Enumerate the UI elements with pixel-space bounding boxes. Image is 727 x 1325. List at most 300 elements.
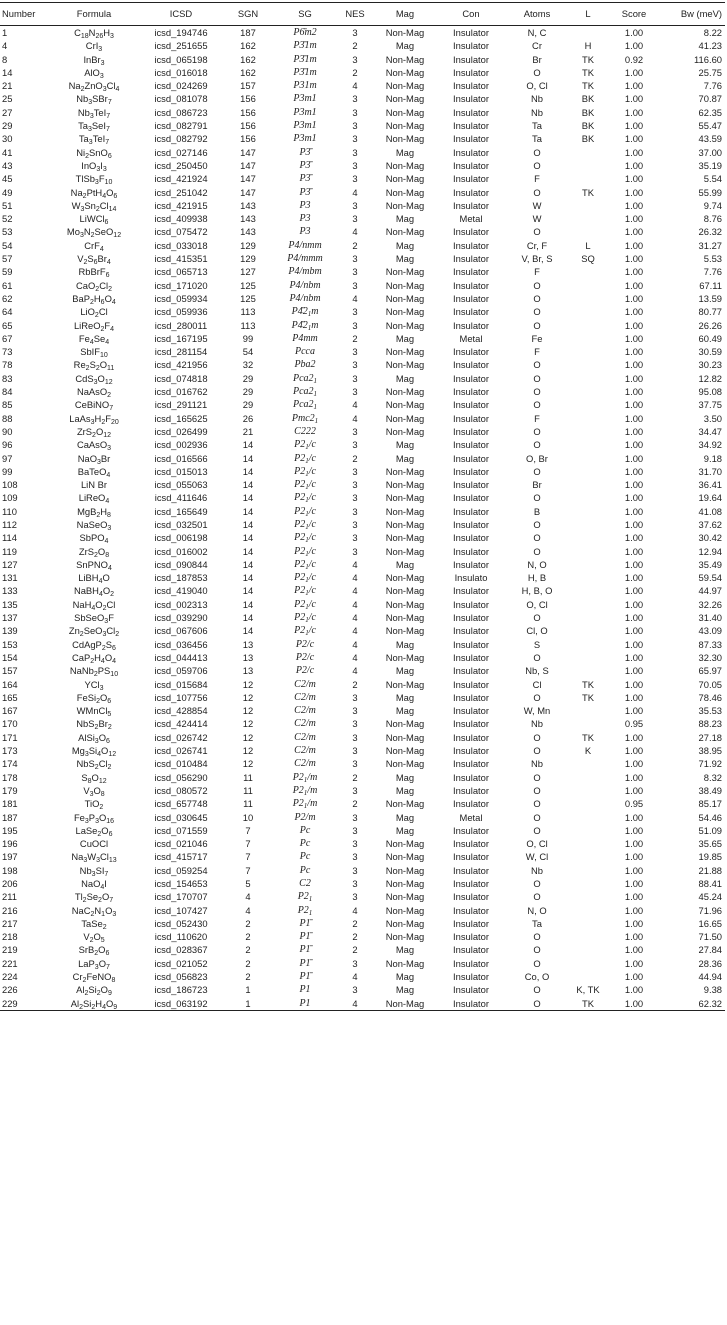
- cell-icsd: icsd_107427: [154, 904, 208, 916]
- cell-space-group: $Pca2_1$: [292, 372, 318, 385]
- cell-atoms: Co, O: [524, 971, 550, 983]
- cell-sgn: 1: [245, 984, 251, 996]
- cell-nes: 4: [352, 612, 358, 624]
- cell-con: Insulator: [453, 386, 489, 398]
- cell-number: 167: [2, 705, 18, 717]
- cell-nes: 3: [352, 386, 358, 398]
- cell-con: Insulator: [453, 665, 489, 677]
- cell-con: Insulator: [453, 452, 489, 464]
- table-row: [0, 957, 725, 970]
- cell-number: 154: [2, 651, 18, 663]
- cell-l: [570, 146, 606, 159]
- cell-bw: 71.92: [698, 758, 722, 770]
- cell-atoms: O: [533, 226, 541, 238]
- cell-con: Insulator: [453, 106, 489, 118]
- cell-formula: LiReO$_4$: [78, 492, 110, 505]
- cell-score: 1.00: [624, 572, 644, 584]
- col-header-formula: Formula: [50, 3, 138, 26]
- cell-atoms: Cl, O: [526, 625, 548, 637]
- cell-atoms: O, Cl: [526, 80, 548, 92]
- cell-con: Insulator: [453, 266, 489, 278]
- cell-nes: 3: [352, 93, 358, 105]
- cell-atoms: O: [533, 957, 541, 969]
- col-header-bw: Bw (meV): [662, 3, 725, 26]
- cell-formula: $S_8O_{12}$: [81, 771, 107, 784]
- cell-space-group: P1̄: [299, 957, 311, 969]
- cell-bw: 62.35: [698, 106, 722, 118]
- cell-atoms: Cl: [532, 678, 542, 690]
- table-row: [0, 943, 725, 956]
- table-row: [0, 332, 725, 345]
- cell-con: Insulator: [453, 718, 489, 730]
- cell-atoms: O: [533, 306, 541, 318]
- cell-sgn: 12: [242, 758, 254, 770]
- cell-l: [570, 784, 606, 797]
- table-row: [0, 159, 725, 172]
- col-header-con: Con: [438, 3, 504, 26]
- cell-l: BK: [581, 106, 595, 118]
- cell-icsd: icsd_030645: [154, 811, 208, 823]
- cell-l: H: [584, 40, 592, 52]
- cell-con: Metal: [459, 332, 483, 344]
- cell-l: [570, 930, 606, 943]
- cell-space-group: P1̄: [299, 971, 311, 983]
- cell-l: [570, 225, 606, 238]
- cell-atoms: O: [533, 66, 541, 78]
- cell-score: 0.92: [624, 53, 644, 65]
- cell-space-group: P1̄: [299, 931, 311, 943]
- cell-formula: LiO$_2$Cl: [80, 306, 108, 319]
- cell-nes: 3: [352, 505, 358, 517]
- cell-atoms: H, B, O: [521, 585, 553, 597]
- cell-number: 127: [2, 558, 18, 570]
- cell-bw: 3.50: [703, 412, 722, 424]
- table-row: [0, 558, 725, 571]
- cell-con: Insulator: [453, 678, 489, 690]
- cell-sgn: 26: [242, 412, 254, 424]
- cell-icsd: icsd_015013: [154, 465, 208, 477]
- cell-icsd: icsd_424414: [154, 718, 208, 730]
- cell-sgn: 162: [240, 40, 256, 52]
- cell-nes: 3: [352, 492, 358, 504]
- cell-space-group: P3̄: [299, 173, 311, 185]
- cell-nes: 4: [352, 80, 358, 92]
- cell-atoms: B: [533, 505, 541, 517]
- cell-mag: Mag: [395, 705, 415, 717]
- cell-bw: 60.49: [698, 332, 722, 344]
- cell-mag: Mag: [395, 213, 415, 225]
- cell-sgn: 13: [242, 665, 254, 677]
- cell-con: Insulator: [453, 851, 489, 863]
- cell-mag: Non-Mag: [385, 465, 425, 477]
- cell-l: [570, 385, 606, 398]
- cell-space-group: $P2_1/c$: [294, 598, 316, 611]
- table-row: [0, 717, 725, 730]
- cell-formula: $SrB_2O_6$: [78, 944, 110, 957]
- cell-mag: Mag: [395, 944, 415, 956]
- cell-icsd: icsd_194746: [154, 27, 208, 38]
- cell-number: 52: [2, 213, 13, 225]
- cell-sgn: 156: [240, 93, 256, 105]
- col-header-mag: Mag: [372, 3, 438, 26]
- cell-sgn: 14: [242, 465, 254, 477]
- cell-score: 1.00: [624, 106, 644, 118]
- cell-mag: Non-Mag: [385, 133, 425, 145]
- cell-mag: Non-Mag: [385, 266, 425, 278]
- cell-formula: $NaC_2N_1O_3$: [71, 904, 117, 917]
- cell-bw: 31.40: [698, 612, 722, 624]
- cell-icsd: icsd_036456: [154, 638, 208, 650]
- cell-space-group: C2/m: [294, 678, 316, 690]
- cell-l: [570, 797, 606, 810]
- cell-formula: AlO$_3$: [84, 66, 104, 80]
- cell-con: Insulator: [453, 120, 489, 132]
- cell-mag: Non-Mag: [385, 279, 425, 291]
- cell-formula: $Na_2PtH_4O_6$: [70, 186, 118, 199]
- cell-bw: 88.23: [698, 718, 722, 730]
- cell-l: [570, 757, 606, 770]
- cell-number: 49: [2, 186, 13, 198]
- cell-mag: Non-Mag: [385, 479, 425, 491]
- cell-bw: 70.87: [698, 93, 722, 105]
- cell-icsd: icsd_065713: [154, 266, 208, 278]
- cell-nes: 3: [352, 718, 358, 730]
- cell-space-group: P3: [299, 226, 311, 238]
- cell-sgn: 14: [242, 452, 254, 464]
- cell-con: Insulator: [453, 53, 489, 65]
- cell-icsd: icsd_165649: [154, 505, 208, 517]
- cell-score: 1.00: [624, 253, 644, 265]
- cell-atoms: O: [533, 731, 541, 743]
- cell-icsd: icsd_063192: [138, 997, 224, 1011]
- table-row: [0, 545, 725, 558]
- cell-mag: Non-Mag: [385, 864, 425, 876]
- table-row: [0, 372, 725, 385]
- cell-number: 181: [2, 798, 18, 810]
- cell-atoms: Cr: [532, 40, 542, 52]
- cell-score: 1.00: [624, 944, 644, 956]
- cell-nes: 4: [352, 638, 358, 650]
- cell-atoms: Ta: [532, 120, 542, 132]
- cell-icsd: icsd_250450: [154, 159, 208, 171]
- cell-score: 1.00: [624, 319, 644, 331]
- cell-space-group: $P2_1/m$: [292, 771, 318, 784]
- cell-icsd: icsd_421915: [154, 199, 208, 211]
- cell-con: Insulator: [453, 425, 489, 437]
- cell-number: 187: [2, 811, 18, 823]
- cell-l: [570, 438, 606, 451]
- cell-number: 45: [2, 173, 13, 185]
- table-row: [0, 146, 725, 159]
- cell-nes: 2: [352, 678, 358, 690]
- cell-score: 1.00: [624, 306, 644, 318]
- cell-bw: 62.32: [662, 997, 725, 1011]
- cell-mag: Mag: [395, 984, 415, 996]
- cell-space-group: $P2_1/c$: [294, 465, 316, 478]
- cell-nes: 3: [352, 146, 358, 158]
- cell-number: 119: [2, 545, 17, 557]
- cell-number: 229: [0, 997, 50, 1011]
- cell-score: 1.00: [624, 80, 644, 92]
- cell-nes: 3: [352, 106, 358, 118]
- cell-l: [570, 917, 606, 930]
- table-row: [0, 305, 725, 318]
- cell-number: 157: [2, 665, 18, 677]
- cell-space-group: Pc: [299, 864, 311, 876]
- cell-atoms: O, Cl: [526, 598, 548, 610]
- cell-score: 1.00: [624, 452, 644, 464]
- cell-number: 133: [2, 585, 18, 597]
- table-row: [0, 678, 725, 691]
- cell-bw: 30.23: [698, 359, 722, 371]
- cell-formula: $Mg_3Si_4O_{12}$: [71, 745, 117, 758]
- cell-score: 1.00: [624, 638, 644, 650]
- cell-nes: 4: [352, 665, 358, 677]
- cell-formula: $Cr_2FeNO_8$: [72, 971, 116, 984]
- cell-l: TK: [582, 691, 594, 703]
- cell-score: 1.00: [624, 771, 644, 783]
- cell-score: 1.00: [624, 957, 644, 969]
- cell-score: 1.00: [624, 346, 644, 358]
- cell-space-group: C2: [299, 878, 311, 889]
- cell-bw: 31.70: [698, 465, 722, 477]
- cell-sgn: 13: [242, 651, 254, 663]
- cell-space-group: $P2_1/c$: [294, 572, 316, 585]
- table-row: [0, 598, 725, 611]
- cell-mag: Non-Mag: [385, 718, 425, 730]
- cell-sgn: 125: [240, 292, 256, 304]
- cell-icsd: icsd_428854: [154, 705, 208, 717]
- cell-nes: 2: [352, 239, 358, 251]
- cell-con: Insulator: [453, 585, 489, 597]
- cell-mag: Non-Mag: [385, 412, 425, 424]
- cell-icsd: icsd_080572: [154, 784, 208, 796]
- cell-sgn: 156: [240, 106, 256, 118]
- cell-number: 54: [2, 239, 13, 251]
- cell-score: 1.00: [624, 678, 644, 690]
- cell-score: 1.00: [624, 372, 644, 384]
- cell-nes: 2: [352, 798, 358, 810]
- cell-bw: 30.42: [698, 532, 722, 544]
- cell-icsd: icsd_044413: [154, 651, 208, 663]
- cell-formula: CuOCl: [79, 838, 109, 850]
- cell-atoms: Cr, F: [526, 239, 548, 251]
- cell-space-group: C2/m: [294, 731, 316, 743]
- cell-bw: 43.09: [698, 625, 722, 637]
- cell-nes: 3: [352, 159, 358, 171]
- table-row: [0, 66, 725, 79]
- cell-con: Insulator: [453, 40, 489, 52]
- cell-bw: 19.64: [698, 492, 722, 504]
- cell-number: 170: [2, 718, 18, 730]
- cell-nes: 4: [352, 904, 358, 916]
- cell-nes: 3: [352, 319, 358, 331]
- cell-atoms: O: [533, 891, 541, 903]
- cell-icsd: icsd_071559: [154, 824, 208, 836]
- cell-sgn: 14: [242, 585, 254, 597]
- cell-bw: 51.09: [698, 824, 722, 836]
- cell-score: 1.00: [624, 545, 644, 557]
- cell-score: 1.00: [624, 878, 644, 889]
- cell-bw: 8.76: [703, 213, 722, 225]
- cell-space-group: P3̄1m: [293, 53, 317, 65]
- cell-number: 164: [2, 678, 18, 690]
- cell-l: [570, 372, 606, 385]
- cell-mag: Mag: [395, 372, 415, 384]
- cell-atoms: O: [533, 146, 541, 158]
- cell-formula: $CdS_3O_{12}$: [75, 372, 113, 386]
- cell-con: Insulator: [453, 479, 489, 491]
- cell-formula: $NaH_4O_2Cl$: [72, 598, 116, 612]
- cell-mag: Non-Mag: [385, 957, 425, 969]
- cell-score: 1.00: [624, 332, 644, 344]
- cell-mag: Non-Mag: [385, 731, 425, 743]
- cell-mag: Non-Mag: [385, 306, 425, 318]
- cell-formula: $Al_2Si_2H_4O_9$: [50, 997, 138, 1011]
- cell-icsd: icsd_409938: [154, 213, 208, 225]
- cell-space-group: C2/m: [294, 758, 316, 770]
- cell-mag: Non-Mag: [385, 173, 425, 185]
- cell-atoms: Br: [532, 53, 542, 65]
- cell-formula: $NbS_2Br_2$: [76, 718, 112, 731]
- cell-con: Insulator: [453, 957, 489, 969]
- cell-number: 30: [2, 133, 13, 145]
- cell-nes: 3: [352, 532, 358, 544]
- cell-formula: $Nb_3SBr_7$: [76, 93, 112, 106]
- cell-space-group: C2/m: [294, 718, 316, 730]
- cell-l: [570, 837, 606, 850]
- cell-formula: $Mo_3N_2SeO_{12}$: [66, 226, 122, 239]
- cell-bw: 31.27: [698, 239, 722, 251]
- cell-l: [570, 811, 606, 824]
- cell-space-group: $P2_1/c$: [294, 612, 316, 625]
- cell-nes: 3: [352, 306, 358, 318]
- cell-atoms: O: [533, 439, 541, 451]
- cell-bw: 9.38: [703, 984, 722, 996]
- cell-icsd: icsd_002313: [154, 598, 208, 610]
- cell-con: Insulator: [453, 239, 489, 251]
- cell-nes: 3: [352, 133, 358, 145]
- cell-con: Insulator: [453, 27, 489, 38]
- cell-nes: 3: [352, 253, 358, 265]
- cell-con: Insulator: [453, 731, 489, 743]
- cell-sgn: 113: [240, 306, 256, 318]
- cell-number: 62: [2, 292, 13, 304]
- cell-nes: 4: [352, 412, 358, 424]
- cell-bw: 26.32: [698, 226, 722, 238]
- cell-formula: $NaBH_4O_2$: [73, 585, 115, 598]
- cell-space-group: P1: [299, 984, 311, 996]
- cell-mag: Non-Mag: [385, 891, 425, 903]
- cell-con: Insulator: [453, 917, 489, 929]
- cell-formula: $Zn_2SeO_3Cl_2$: [68, 625, 120, 638]
- cell-icsd: icsd_010484: [154, 758, 208, 770]
- cell-atoms: W: [532, 199, 542, 211]
- cell-atoms: O: [533, 745, 541, 757]
- cell-icsd: icsd_411646: [154, 492, 208, 504]
- cell-l: TK: [582, 678, 594, 690]
- cell-score: 1.00: [624, 239, 644, 251]
- cell-atoms: O: [533, 771, 541, 783]
- cell-mag: Mag: [395, 332, 415, 344]
- table-row: [0, 491, 725, 504]
- cell-icsd: icsd_039290: [154, 612, 208, 624]
- cell-mag: Mag: [395, 824, 415, 836]
- cell-nes: 3: [352, 439, 358, 451]
- cell-score: 1.00: [624, 625, 644, 637]
- cell-space-group: P3̄1m: [293, 40, 317, 52]
- table-row: [0, 225, 725, 238]
- cell-sgn: 14: [242, 492, 254, 504]
- cell-l: [570, 26, 606, 40]
- cell-number: 196: [2, 838, 18, 850]
- cell-formula: $AlSi_3O_6$: [78, 731, 110, 745]
- cell-bw: 65.97: [698, 665, 722, 677]
- cell-con: Insulator: [453, 439, 489, 451]
- cell-atoms: W, Cl: [525, 851, 549, 863]
- cell-l: [570, 957, 606, 970]
- cell-con: Insulator: [453, 279, 489, 291]
- cell-mag: Non-Mag: [385, 505, 425, 517]
- cell-con: Insulator: [453, 838, 489, 850]
- cell-sgn: 12: [242, 705, 254, 717]
- cell-l: [570, 624, 606, 637]
- cell-formula: LiBH$_4$O: [78, 572, 110, 585]
- table-row: [0, 691, 725, 704]
- cell-mag: Non-Mag: [385, 492, 425, 504]
- cell-atoms: O: [533, 532, 541, 544]
- cell-sgn: 156: [240, 120, 256, 132]
- table-row: [0, 531, 725, 544]
- cell-icsd: icsd_082792: [154, 133, 208, 145]
- cell-l: K: [584, 745, 592, 757]
- cell-space-group: $P2_1/c$: [294, 505, 316, 518]
- cell-formula: $LaSe_2O_6$: [75, 824, 113, 838]
- cell-atoms: O: [533, 545, 541, 557]
- cell-sgn: 13: [242, 638, 254, 650]
- cell-space-group: $Pca2_1$: [292, 386, 318, 399]
- cell-sgn: 29: [242, 372, 254, 384]
- cell-atoms: O: [533, 691, 541, 703]
- cell-atoms: O: [533, 878, 541, 889]
- cell-con: Insulator: [453, 798, 489, 810]
- cell-con: Insulator: [453, 944, 489, 956]
- cell-mag: Mag: [395, 439, 415, 451]
- cell-bw: 27.84: [698, 944, 722, 956]
- cell-sgn: 14: [242, 479, 254, 491]
- cell-number: 27: [2, 106, 13, 118]
- cell-formula: BaTeO$_4$: [77, 465, 111, 479]
- cell-nes: 2: [352, 931, 358, 943]
- cell-sgn: 2: [245, 971, 251, 983]
- cell-nes: 3: [352, 27, 358, 38]
- cell-sgn: 2: [245, 917, 251, 929]
- cell-nes: 4: [338, 997, 372, 1011]
- cell-atoms: Br: [532, 479, 542, 491]
- cell-icsd: icsd_024269: [154, 80, 208, 92]
- cell-number: 85: [2, 399, 13, 411]
- cell-bw: 43.59: [698, 133, 722, 145]
- cell-nes: 4: [352, 186, 358, 198]
- cell-l: [570, 332, 606, 345]
- cell-con: Insulator: [453, 518, 489, 530]
- table-row: [0, 651, 725, 664]
- cell-l: [570, 558, 606, 571]
- cell-sgn: 127: [240, 266, 256, 278]
- cell-score: 1.00: [624, 904, 644, 916]
- cell-number: 43: [2, 159, 13, 171]
- table-row: [0, 465, 725, 478]
